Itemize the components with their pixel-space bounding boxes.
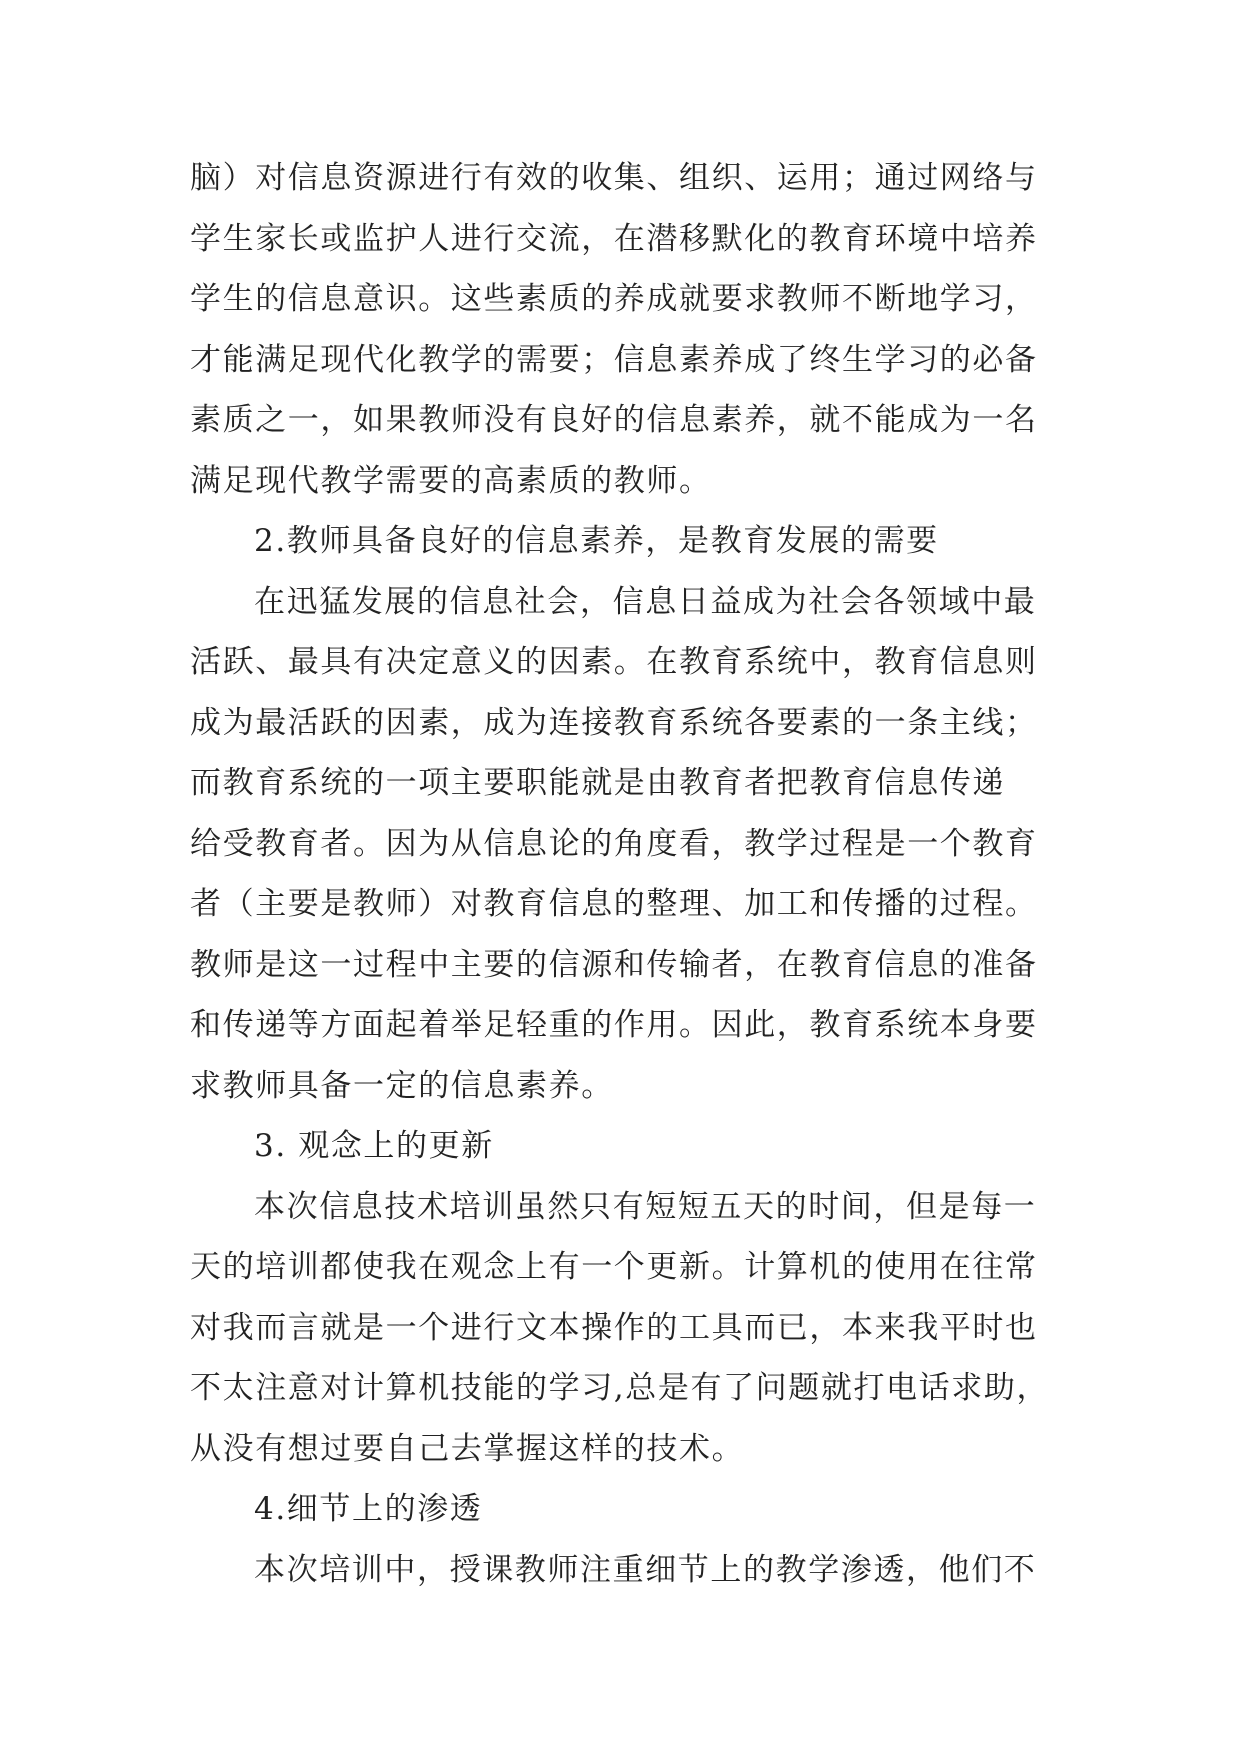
text-line: 活跃、最具有决定意义的因素。在教育系统中，教育信息则	[190, 644, 1038, 680]
text-line: 从没有想过要自己去掌握这样的技术。	[190, 1430, 745, 1467]
text-line: 满足现代教学需要的高素质的教师。	[190, 462, 712, 499]
text-line: 成为最活跃的因素，成为连接教育系统各要素的一条主线；	[190, 704, 1038, 741]
text-line: 在迅猛发展的信息社会，信息日益成为社会各领域中最	[254, 583, 1037, 620]
text-line: 本次信息技术培训虽然只有短短五天的时间，但是每一	[254, 1188, 1037, 1225]
section-heading: 3. 观念上的更新	[254, 1128, 494, 1164]
text-line: 才能满足现代化教学的需要；信息素养成了终生学习的必备	[190, 341, 1038, 378]
text-line: 素质之一，如果教师没有良好的信息素养，就不能成为一名	[190, 402, 1038, 438]
text-line: 天的培训都使我在观念上有一个更新。计算机的使用在往常	[190, 1249, 1038, 1285]
document-body	[190, 148, 1060, 1600]
text-line: 学生的信息意识。这些素质的养成就要求教师不断地学习，	[190, 281, 1038, 317]
text-line: 学生家长或监护人进行交流，在潜移默化的教育环境中培养	[190, 220, 1038, 257]
text-line: 不太注意对计算机技能的学习,总是有了问题就打电话求助，	[190, 1370, 1050, 1406]
section-heading: 2.教师具备良好的信息素养，是教育发展的需要	[254, 523, 939, 559]
section-heading: 4.细节上的渗透	[254, 1491, 483, 1527]
text-line: 者（主要是教师）对教育信息的整理、加工和传播的过程。	[190, 886, 1038, 922]
text-line: 对我而言就是一个进行文本操作的工具而已，本来我平时也	[190, 1309, 1038, 1346]
text-line: 求教师具备一定的信息素养。	[190, 1067, 614, 1104]
text-line: 给受教育者。因为从信息论的角度看，教学过程是一个教育	[190, 825, 1038, 862]
text-line: 教师是这一过程中主要的信源和传输者，在教育信息的准备	[190, 946, 1038, 983]
text-line: 本次培训中，授课教师注重细节上的教学渗透，他们不	[254, 1551, 1037, 1588]
text-line: 而教育系统的一项主要职能就是由教育者把教育信息传递	[190, 765, 1005, 801]
text-line: 脑）对信息资源进行有效的收集、组织、运用；通过网络与	[190, 160, 1038, 196]
text-line: 和传递等方面起着举足轻重的作用。因此，教育系统本身要	[190, 1007, 1038, 1043]
